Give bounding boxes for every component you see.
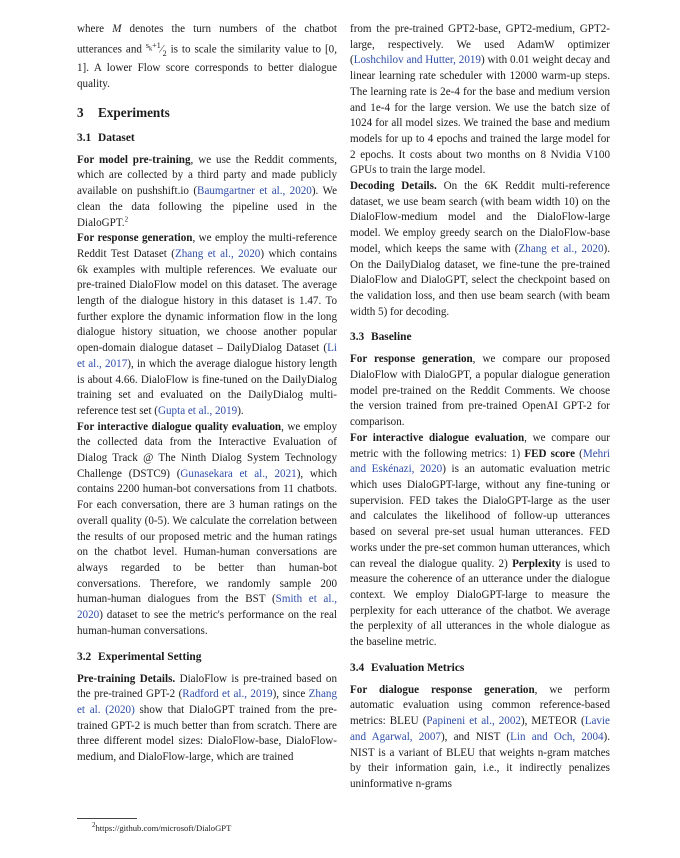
evaluation-metrics-paragraph: For dialogue response generation, we perform automatic evaluation using common reference-based metrics: BLEU (Papineni et al., 2002), METEOR (Lavie and Agarwal, 2007), and NIST (Lin and Och, 2004). NIST is a variant of BLEU that weights n-gram matches by their information gain, i.e., it indirectly penalizes uninformative n-grams — [350, 683, 611, 790]
training-continued-paragraph: from the pre-trained GPT2-base, GPT2-medium, GPT2-large, respectively. We used AdamW optimizer (Loshchilov and Hutter, 2019) with 0.01 weight decay and linear learning rate scheduler with 12000 warm-up steps. The learning rate is 2e-4 for the base and medium version and 1e-4 for the large version. We use the batch size of 1024 for all model sizes. We trained the base and medium models for up to 4 epochs and trained the large model for 2 epochs. It costs about two months on 8 Nvidia V100 GPUs to train the large model. — [350, 23, 610, 177]
citation-link[interactable]: Li et al., 2017 — [77, 342, 337, 370]
left-column — [77, 22, 337, 766]
subsection-heading-dataset: 3.1 Dataset — [77, 131, 135, 144]
model-pretraining-paragraph: For model pre-training, we use the Reddit comments, which are collected by a third party and made publicly available on pushshift.io (Baumgartner et al., 2020). We clean the data following the pipeline used in the DialoGPT.$^2$ — [77, 153, 337, 229]
subsection-heading-experimental-setting: 3.2 Experimental Setting — [77, 650, 202, 663]
right-column — [350, 22, 610, 793]
section-heading-experiments: 3 Experiments — [77, 104, 170, 120]
subsection-heading-baseline: 3.3 Baseline — [350, 331, 412, 344]
citation-link[interactable]: Zhang et al., 2020 — [518, 242, 604, 255]
pretraining-details-paragraph: Pre-training Details. DialoFlow is pre-trained based on the pre-trained GPT-2 (Radford et al., 2019), since Zhang et al. (2020) show that DialoGPT trained from the pre-trained GPT-2 is much better than from scratch. There are three different model sizes: DialoFlow-base, DialoFlow-medium, and DialoFlow-large, which are trained — [77, 672, 337, 764]
citation-link[interactable]: Baumgartner et al., 2020 — [197, 185, 312, 198]
response-generation-paragraph: For response generation, we employ the multi-reference Reddit Test Dataset (Zhang et al., 2020) which contains 6k examples with multiple references. We evaluate our pre-trained DialoFlow model on this dataset. The average length of the dialogue history in this dataset is 1.47. To further explore the dynamic information flow in the long dialogue history situation, we choose another popular open-domain dialogue dataset – DailyDialog Dataset (Li et al., 2017), in which the average dialogue history length is about 4.66. DialoFlow is fine-tuned on the DailyDialog training set and evaluated on the DailyDialog multi-reference test set (Gupta et al., 2019). — [77, 232, 338, 417]
citation-link[interactable]: Loshchilov and Hutter, 2019 — [353, 54, 481, 67]
citation-link[interactable]: Zhang et al., 2020 — [174, 247, 261, 260]
baseline-interactive-paragraph: For interactive dialogue evaluation, we compare our metric with the following metrics: 1) FED score (Mehri and Eskénazi, 2020) is an automatic evaluation metric which uses DialoGPT-large, without any fine-tuning or supervision. FED takes the DialoGPT-large as the user and calculates the likelihood of follow-up utterances based on several pre-set usual human utterances. FED works under the pre-set common human utterances, which can reveal the dialogue quality. 2) Perplexity is used to measure the coherence of an utterance under the dialogue context. We employ DialoGPT-large to measure the perplexity for each utterance of the chatbot. We average the perplexity of all utterances in the whole dialogue as the baseline metric. — [350, 431, 610, 649]
citation-link[interactable]: Gupta et al., 2019 — [158, 404, 238, 417]
citation-link[interactable]: Lavie and Agarwal, 2007 — [350, 715, 610, 743]
citation-link[interactable]: Gunasekara et al., 2021 — [180, 467, 297, 480]
footnote-divider — [77, 818, 137, 819]
citation-link[interactable]: Radford et al., 2019 — [182, 688, 273, 701]
interactive-quality-paragraph: For interactive dialogue quality evaluation, we employ the collected data from the Interactive Evaluation of Dialog Track @ The Ninth Dialog System Technology Challenge (DSTC9) (Gunasekara et al., 2021), which contains 2200 human-bot conversations from 11 chatbots. For each conversation, there are 3 human ratings on the overall quality (0-5). We calculate the correlation between the results of our proposed metric and the human ratings on the chatbot level. Human-human conversations are always regarded to be better than human-bot conversations. Therefore, we randomly sample 200 human-human dialogues from the BST (Smith et al., 2020) dataset to see the metric's performance on the real human-human conversations. — [77, 420, 337, 637]
subsection-heading-evaluation-metrics: 3.4 Evaluation Metrics — [350, 661, 465, 674]
baseline-response-paragraph: For response generation, we compare our proposed DialoFlow with DialoGPT, a popular dialogue generation model pre-trained on the Reddit Comments. We choose the version trained from pre-trained OpenAI GPT-2 for comparison. — [350, 353, 611, 429]
citation-link[interactable]: Mehri and Eskénazi, 2020 — [350, 447, 610, 476]
footnote-number: 2 — [92, 821, 96, 830]
citation-link[interactable]: Zhang et al. (2020) — [77, 688, 337, 716]
footnote-url[interactable]: https://github.com/microsoft/DialoGPT — [95, 823, 232, 833]
citation-link[interactable]: Smith et al., 2020 — [77, 593, 337, 622]
decoding-details-paragraph: Decoding Details. On the 6K Reddit multi-reference dataset, we use beam search (with beam width 10) on the DialoFlow-medium model and the DialoFlow-large model. We employ greedy search on the DialoFlow-base model, which keeps the same with (Zhang et al., 2020). On the DailyDialog dataset, we fine-tune the pre-trained DialoFlow and DialoGPT, select the checkpoint based on the validation loss, and then use beam search (with beam width 5) for decoding. — [350, 180, 610, 318]
footnote — [92, 823, 231, 834]
intro-paragraph: where M denotes the turn numbers of the chatbot utterances and $^{s_k+1}⁄_2$ is to scale the similarity value to [0, 1]. A lower Flow score corresponds to better dialogue quality. — [77, 23, 338, 91]
footnote-marker[interactable]: 2 — [124, 214, 129, 223]
citation-link[interactable]: Papineni et al., 2002 — [426, 715, 521, 728]
citation-link[interactable]: Lin and Och, 2004 — [510, 730, 604, 743]
